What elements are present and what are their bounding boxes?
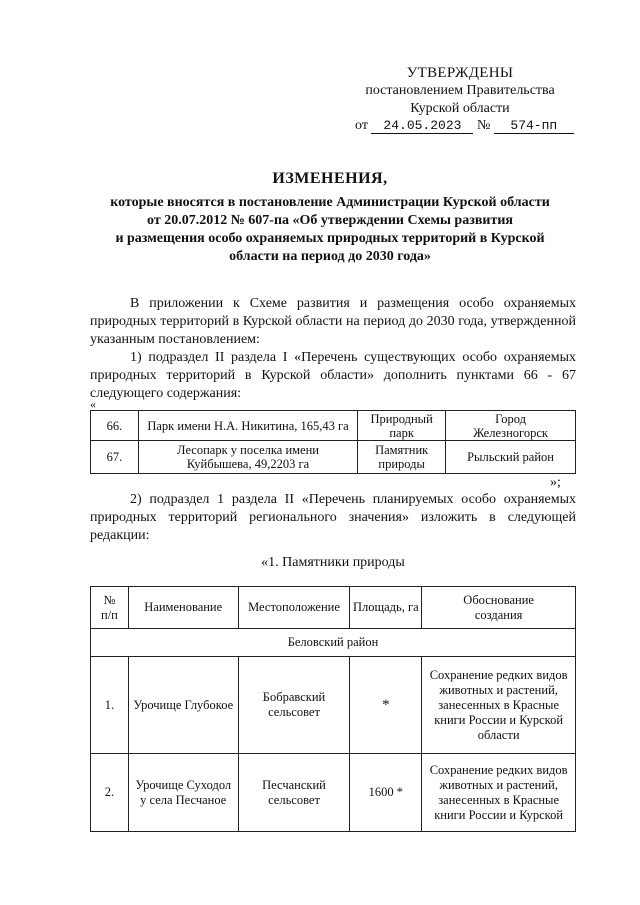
- row-number: 66.: [91, 411, 139, 441]
- monument-name: Урочище Глубокое: [128, 657, 238, 754]
- table-row: [91, 754, 576, 832]
- monument-reason: Сохранение редких видов животных и растений, занесенных в Красные книги России и Курской области: [422, 657, 576, 754]
- approval-title: УТВЕРЖДЕНЫ: [406, 65, 514, 81]
- territory-name: Лесопарк у поселка имени Куйбышева, 49,2203 га: [138, 441, 357, 474]
- group-district: Беловский район: [91, 629, 576, 657]
- paragraph-item-2: [90, 491, 576, 545]
- table-nature-monuments: [90, 586, 576, 832]
- territory-type: Памятник природы: [358, 441, 446, 474]
- number-prefix: №: [476, 118, 491, 133]
- approval-block: [330, 64, 590, 118]
- heading-line-1: которые вносятся в постановление Администрации Курской области: [110, 195, 550, 210]
- table-header-row: [91, 587, 576, 629]
- monument-location: Бобравский сельсовет: [238, 657, 350, 754]
- monument-area: 1600 *: [350, 754, 422, 832]
- approval-line-1: постановлением Правительства: [365, 83, 555, 98]
- paragraph-item-1: [90, 349, 576, 403]
- document-heading: [70, 170, 590, 266]
- header-area: Площадь, га: [350, 587, 422, 629]
- header-reason: Обоснование создания: [422, 587, 576, 629]
- row-number: 67.: [91, 441, 139, 474]
- table-row: [91, 411, 576, 441]
- territory-location: Город Железногорск: [446, 411, 576, 441]
- heading-line-3: и размещения особо охраняемых природных территорий в Курской: [115, 231, 545, 246]
- heading-line-4: области на период до 2030 года»: [229, 249, 431, 264]
- open-quote: «: [90, 397, 96, 411]
- paragraph-intro-text: В приложении к Схеме развития и размещения особо охраняемых природных территорий в Курской области на период до 2030 года, утвержденной указанным постановлением:: [90, 296, 576, 347]
- row-number: 1.: [91, 657, 129, 754]
- row-number: 2.: [91, 754, 129, 832]
- table-group-row: [91, 629, 576, 657]
- paragraph-intro: [90, 295, 576, 349]
- heading-title: ИЗМЕНЕНИЯ,: [272, 170, 388, 187]
- monument-location: Песчанский сельсовет: [238, 754, 350, 832]
- heading-line-2: от 20.07.2012 № 607-па «Об утверждении Схемы развития: [147, 213, 513, 228]
- header-location: Местоположение: [238, 587, 350, 629]
- header-number: № п/п: [91, 587, 129, 629]
- approval-date: 24.05.2023: [371, 118, 473, 134]
- territory-location: Рыльский район: [446, 441, 576, 474]
- table-row: [91, 441, 576, 474]
- monument-area: *: [350, 657, 422, 754]
- approval-number: 574-пп: [494, 118, 574, 134]
- paragraph-item-1-text: 1) подраздел II раздела I «Перечень существующих особо охраняемых природных территорий в Курской области» дополнить пунктами 66 - 67 следующего содержания:: [90, 350, 576, 401]
- territory-name: Парк имени Н.А. Никитина, 165,43 га: [138, 411, 357, 441]
- table-existing-territories: [90, 410, 576, 474]
- close-quote: »;: [550, 475, 561, 490]
- approval-date-line: [355, 118, 574, 134]
- table-row: [91, 657, 576, 754]
- date-prefix: от: [355, 118, 368, 133]
- territory-type: Природный парк: [358, 411, 446, 441]
- approval-line-2: Курской области: [410, 101, 510, 116]
- header-name: Наименование: [128, 587, 238, 629]
- paragraph-item-2-text: 2) подраздел 1 раздела II «Перечень планируемых особо охраняемых природных территорий регионального значения» изложить в следующей редакции:: [90, 492, 576, 543]
- monument-reason: Сохранение редких видов животных и растений, занесенных в Красные книги России и Курской: [422, 754, 576, 832]
- section-title: «1. Памятники природы: [261, 555, 405, 570]
- monument-name: Урочище Суходол у села Песчаное: [128, 754, 238, 832]
